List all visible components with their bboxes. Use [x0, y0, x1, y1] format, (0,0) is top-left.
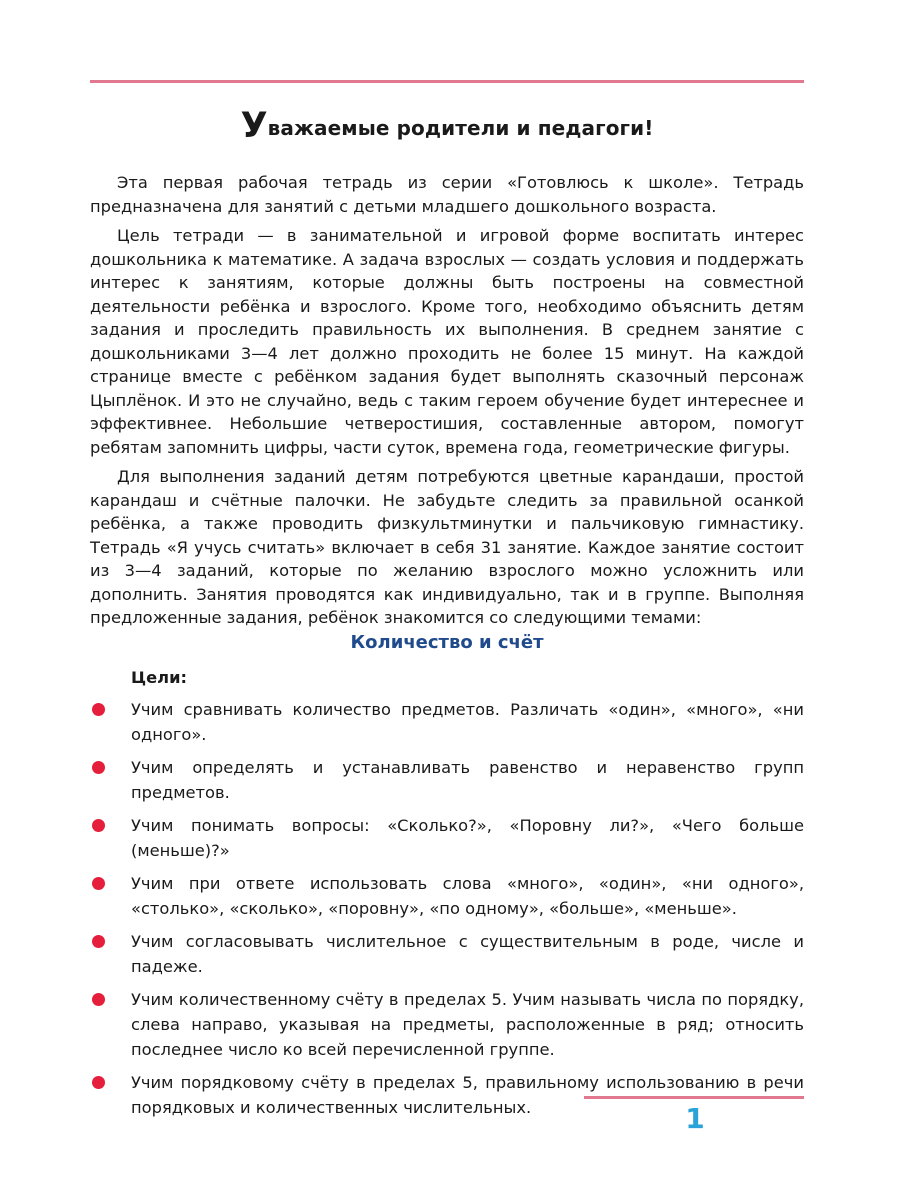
paragraph: Эта первая рабочая тетрадь из серии «Готовлюсь к школе». Тетрадь предназначена для занятий с детьми младшего дошкольного возраста.	[90, 173, 804, 216]
goals-list	[90, 697, 804, 1128]
title-text: важаемые родители и педагоги!	[267, 116, 654, 140]
page-title	[90, 106, 804, 146]
goal-text: Учим при ответе использовать слова «много», «один», «ни одного», «столько», «сколько», «поровну», «по одному», «больше», «меньше».	[131, 874, 804, 918]
section-title: Количество и счёт	[350, 632, 544, 653]
top-divider	[90, 80, 804, 83]
intro-text	[90, 171, 804, 636]
bullet-icon	[92, 703, 105, 716]
goal-text: Учим согласовывать числительное с существительным в роде, числе и падеже.	[131, 932, 804, 976]
goal-text: Учим порядковому счёту в пределах 5, правильному использованию в речи порядковых и количественных числительных.	[131, 1073, 804, 1117]
bottom-divider	[584, 1096, 804, 1099]
bullet-icon	[92, 1076, 105, 1089]
list-item	[90, 755, 804, 805]
paragraph: Цель тетради — в занимательной и игровой форме воспитать интерес дошкольника к математике. А задача взрослых — создать условия и поддержать интерес к занятиям, которые должны быть построены на совместной деятельности ребёнка и взрослого. Кроме того, необходимо объяснить детям задания и проследить правильность их выполнения. В среднем занятие с дошкольниками 3—4 лет должно проходить не более 15 минут. На каждой странице вместе с ребёнком задания будет выполнять сказочный персонаж Цыплёнок. И это не случайно, ведь с таким героем обучение будет интереснее и эффективнее. Небольшие четверостишия, составленные автором, помогут ребятам запомнить цифры, части суток, времена года, геометрические фигуры.	[90, 226, 804, 457]
goal-text: Учим сравнивать количество предметов. Различать «один», «много», «ни одного».	[131, 700, 804, 744]
bullet-icon	[92, 993, 105, 1006]
bullet-icon	[92, 877, 105, 890]
page-number: 1	[685, 1102, 705, 1135]
goal-text: Учим понимать вопросы: «Сколько?», «Поровну ли?», «Чего больше (меньше)?»	[131, 816, 804, 860]
list-item	[90, 871, 804, 921]
list-item	[90, 697, 804, 747]
bullet-icon	[92, 935, 105, 948]
goal-text: Учим определять и устанавливать равенство и неравенство групп предметов.	[131, 758, 804, 802]
bullet-icon	[92, 819, 105, 832]
list-item	[90, 987, 804, 1062]
paragraph: Для выполнения заданий детям потребуются цветные карандаши, простой карандаш и счётные палочки. Не забудьте следить за правильной осанкой ребёнка, а также проводить физкультминутки и пальчиковую гимнастику. Тетрадь «Я учусь считать» включает в себя 31 занятие. Каждое занятие состоит из 3—4 заданий, которые по желанию взрослого можно усложнить или дополнить. Занятия проводятся как индивидуально, так и в группе. Выполняя предложенные задания, ребёнок знакомится со следующими темами:	[90, 467, 804, 627]
goal-text: Учим количественному счёту в пределах 5. Учим называть числа по порядку, слева направо, указывая на предметы, расположенные в ряд; относить последнее число ко всей перечисленной группе.	[131, 990, 804, 1059]
goals-label: Цели:	[131, 668, 187, 687]
bullet-icon	[92, 761, 105, 774]
list-item	[90, 929, 804, 979]
title-initial: У	[240, 106, 268, 146]
list-item	[90, 813, 804, 863]
